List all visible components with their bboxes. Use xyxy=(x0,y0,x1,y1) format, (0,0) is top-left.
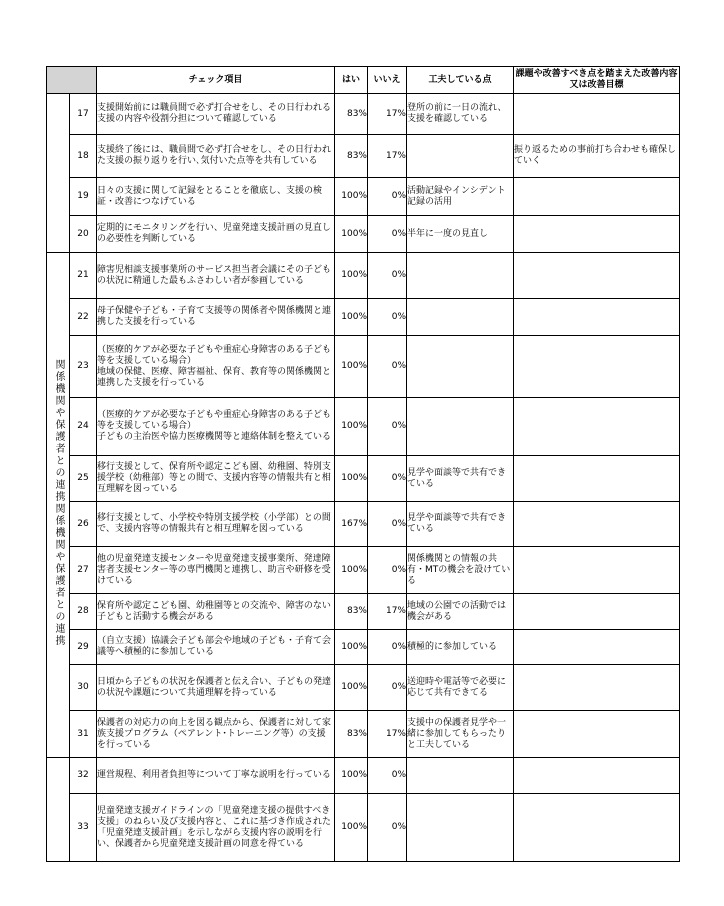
row-item: 移行支援として、保育所や認定こども園、幼稚園、特別支援学校（幼稚部）等との間で、支援内容等の情報共有と相互理解を図っている xyxy=(97,456,335,502)
row-goal xyxy=(514,594,680,630)
row-number: 30 xyxy=(70,665,97,711)
row-yes: 167% xyxy=(335,502,368,547)
row-number: 28 xyxy=(70,594,97,630)
row-number: 18 xyxy=(70,135,97,178)
table-row xyxy=(47,665,680,711)
row-yes: 83% xyxy=(335,94,368,135)
row-number: 23 xyxy=(70,336,97,398)
row-no: 0% xyxy=(368,299,407,336)
row-no: 0% xyxy=(368,398,407,456)
row-yes: 83% xyxy=(335,135,368,178)
category-cell xyxy=(47,94,70,253)
row-yes: 83% xyxy=(335,711,368,758)
row-goal xyxy=(514,398,680,456)
row-number: 31 xyxy=(70,711,97,758)
row-no: 0% xyxy=(368,253,407,299)
table-row xyxy=(47,456,680,502)
row-goal xyxy=(514,299,680,336)
row-no: 0% xyxy=(368,547,407,594)
row-goal xyxy=(514,794,680,862)
row-yes: 100% xyxy=(335,630,368,665)
row-no: 0% xyxy=(368,630,407,665)
row-number: 33 xyxy=(70,794,97,862)
row-no: 0% xyxy=(368,794,407,862)
table-row xyxy=(47,94,680,135)
row-yes: 100% xyxy=(335,336,368,398)
header-blank xyxy=(47,67,97,94)
row-item: 母子保健や子ども・子育て支援等の関係者や関係機関と連携した支援を行っている xyxy=(97,299,335,336)
row-item: 保護者の対応力の向上を図る観点から、保護者に対して家族支援プログラム（ペアレント･トレーニング等）の支援を行っている xyxy=(97,711,335,758)
row-item: （医療的ケアが必要な子どもや重症心身障害のある子ども等を支援している場合） 子どもの主治医や協力医療機関等と連絡体制を整えている xyxy=(97,398,335,456)
table-row xyxy=(47,135,680,178)
checklist-table xyxy=(46,66,680,862)
table-row xyxy=(47,216,680,253)
row-note xyxy=(407,253,514,299)
row-yes: 100% xyxy=(335,299,368,336)
row-yes: 100% xyxy=(335,253,368,299)
row-goal xyxy=(514,665,680,711)
table-row xyxy=(47,398,680,456)
row-number: 29 xyxy=(70,630,97,665)
row-note: 活動記録やインシデント記録の活用 xyxy=(407,178,514,216)
table-row xyxy=(47,794,680,862)
table-row xyxy=(47,711,680,758)
row-item: 児童発達支援ガイドラインの「児童発達支援の提供すべき支援」のねらい及び支援内容と、これに基づき作成された「児童発達支援計画」を示しながら支援内容の説明を行い、保護者から児童発達支援計画の同意を得ている xyxy=(97,794,335,862)
row-no: 0% xyxy=(368,178,407,216)
row-note xyxy=(407,758,514,794)
row-note: 送迎時や電話等で必要に応じて共有できてる xyxy=(407,665,514,711)
row-item: 運営規程、利用者負担等について丁寧な説明を行っている xyxy=(97,758,335,794)
row-yes: 83% xyxy=(335,594,368,630)
row-goal xyxy=(514,711,680,758)
row-number: 19 xyxy=(70,178,97,216)
row-note: 関係機関との情報の共有・MTの機会を設けている xyxy=(407,547,514,594)
row-yes: 100% xyxy=(335,794,368,862)
header-check-item: チェック項目 xyxy=(97,67,335,94)
header-no: いいえ xyxy=(368,67,407,94)
row-note xyxy=(407,135,514,178)
table-row xyxy=(47,758,680,794)
row-item: 他の児童発達支援センターや児童発達支援事業所、発達障害者支援センター等の専門機関と連携し、助言や研修を受けている xyxy=(97,547,335,594)
row-goal xyxy=(514,336,680,398)
table-row xyxy=(47,630,680,665)
row-yes: 100% xyxy=(335,456,368,502)
row-no: 0% xyxy=(368,456,407,502)
row-goal xyxy=(514,758,680,794)
row-item: 移行支援として、小学校や特別支援学校（小学部）との間で、支援内容等の情報共有と相互理解を図っている xyxy=(97,502,335,547)
row-no: 0% xyxy=(368,336,407,398)
table-row xyxy=(47,502,680,547)
row-note: 見学や面談等で共有できている xyxy=(407,456,514,502)
row-number: 20 xyxy=(70,216,97,253)
row-note: 支援中の保護者見学や一緒に参加してもらったりと工夫している xyxy=(407,711,514,758)
header-ingenuity: 工夫している点 xyxy=(407,67,514,94)
table-row xyxy=(47,299,680,336)
row-goal xyxy=(514,178,680,216)
header-row xyxy=(47,67,680,94)
row-number: 27 xyxy=(70,547,97,594)
row-goal xyxy=(514,253,680,299)
row-item: 定期的にモニタリングを行い、児童発達支援計画の見直しの必要性を判断している xyxy=(97,216,335,253)
row-number: 21 xyxy=(70,253,97,299)
row-yes: 100% xyxy=(335,665,368,711)
row-no: 0% xyxy=(368,502,407,547)
row-yes: 100% xyxy=(335,178,368,216)
row-goal xyxy=(514,547,680,594)
row-no: 17% xyxy=(368,711,407,758)
row-number: 22 xyxy=(70,299,97,336)
row-yes: 100% xyxy=(335,216,368,253)
row-goal: 振り返るための事前打ち合わせも確保していく xyxy=(514,135,680,178)
header-improvement: 課題や改善すべき点を踏まえた改善内容又は改善目標 xyxy=(514,67,680,94)
row-note: 見学や面談等で共有できている xyxy=(407,502,514,547)
row-item: （自立支援）協議会子ども部会や地域の子ども・子育て会議等へ積極的に参加している xyxy=(97,630,335,665)
row-note xyxy=(407,398,514,456)
category-cell xyxy=(47,758,70,862)
header-yes: はい xyxy=(335,67,368,94)
row-goal xyxy=(514,502,680,547)
row-no: 0% xyxy=(368,216,407,253)
row-number: 32 xyxy=(70,758,97,794)
table-row xyxy=(47,178,680,216)
row-number: 24 xyxy=(70,398,97,456)
row-no: 17% xyxy=(368,594,407,630)
row-goal xyxy=(514,456,680,502)
row-item: 日々の支援に関して記録をとることを徹底し、支援の検証・改善につなげている xyxy=(97,178,335,216)
row-note: 積極的に参加している xyxy=(407,630,514,665)
row-yes: 100% xyxy=(335,758,368,794)
row-yes: 100% xyxy=(335,398,368,456)
row-goal xyxy=(514,94,680,135)
table-row xyxy=(47,336,680,398)
row-number: 17 xyxy=(70,94,97,135)
row-number: 25 xyxy=(70,456,97,502)
row-yes: 100% xyxy=(335,547,368,594)
row-goal xyxy=(514,216,680,253)
row-note: 登所の前に一日の流れ、支援を確認している xyxy=(407,94,514,135)
row-note xyxy=(407,336,514,398)
row-note xyxy=(407,299,514,336)
row-item: 日頃から子どもの状況を保護者と伝え合い、子どもの発達の状況や課題について共通理解を持っている xyxy=(97,665,335,711)
row-no: 0% xyxy=(368,758,407,794)
row-item: 障害児相談支援事業所のサービス担当者会議にその子どもの状況に精通した最もふさわしい者が参画している xyxy=(97,253,335,299)
table-row xyxy=(47,253,680,299)
table-row xyxy=(47,547,680,594)
row-item: 支援終了後には、職員間で必ず打合せをし、その日行われた支援の振り返りを行い､気付いた点等を共有している xyxy=(97,135,335,178)
category-label: 関係機関や保護者との連携関係機関や保護者との連携 xyxy=(53,359,64,647)
table-row xyxy=(47,594,680,630)
row-item: 保育所や認定こども園、幼稚園等との交流や、障害のない子どもと活動する機会がある xyxy=(97,594,335,630)
row-note xyxy=(407,794,514,862)
row-note: 半年に一度の見直し xyxy=(407,216,514,253)
row-no: 0% xyxy=(368,665,407,711)
row-no: 17% xyxy=(368,135,407,178)
row-number: 26 xyxy=(70,502,97,547)
row-note: 地域の公園での活動では機会がある xyxy=(407,594,514,630)
category-relations xyxy=(47,253,70,758)
row-no: 17% xyxy=(368,94,407,135)
row-item: （医療的ケアが必要な子どもや重症心身障害のある子ども等を支援している場合） 地域の保健、医療、障害福祉、保育、教育等の関係機関と連携した支援を行っている xyxy=(97,336,335,398)
row-item: 支援開始前には職員間で必ず打合せをし、その日行われる支援の内容や役割分担について確認している xyxy=(97,94,335,135)
row-goal xyxy=(514,630,680,665)
